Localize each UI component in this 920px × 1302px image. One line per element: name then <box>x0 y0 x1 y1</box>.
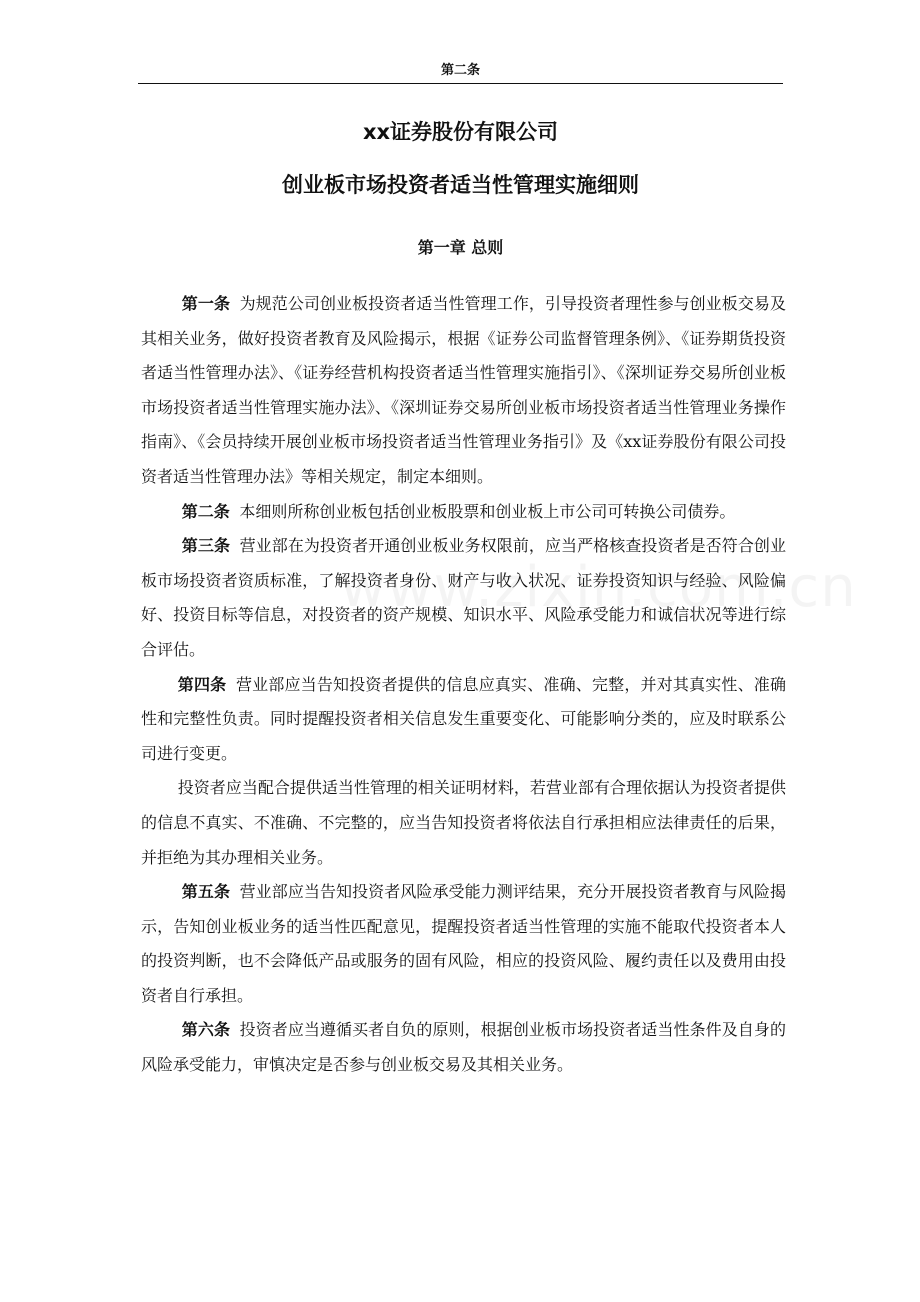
article-label: 第五条 <box>181 882 231 902</box>
running-header: 第二条 <box>440 63 480 78</box>
article-label: 第一条 <box>181 294 231 313</box>
article-text: 为规范公司创业板投资者适当性管理工作，引导投资者理性参与创业板交易及其相关业务，做好投资者教育及风险揭示，根据《证券公司监督管理条例》、《证券期货投资者适当性管理办法》、《证券经营机构投资者适当性管理实施指引》、《深圳证券交易所创业板市场投资者适当性管理实施办法》、《深圳证券交易所创业板市场投资者适当性管理业务操作指南》、《会员持续开展创业板市场投资者适当性管理业务指引》及《xx证券股份有限公司投资者适当性管理办法》等相关规定，制定本细则。 <box>141 294 786 486</box>
article-4-paragraph-2 <box>141 771 786 875</box>
chapter-heading: 第一章 总则 <box>417 238 504 257</box>
document-body <box>141 287 786 1083</box>
article-text: 投资者应当遵循买者自负的原则，根据创业板市场投资者适当性条件及自身的风险承受能力，审慎决定是否参与创业板交易及其相关业务。 <box>141 1020 786 1075</box>
article-1 <box>141 287 786 495</box>
article-4 <box>141 668 786 772</box>
article-text: 营业部应当告知投资者风险承受能力测评结果，充分开展投资者教育与风险揭示，告知创业板业务的适当性匹配意见，提醒投资者适当性管理的实施不能取代投资者本人的投资判断，也不会降低产品或服务的固有风险，相应的投资风险、履约责任以及费用由投资者自行承担。 <box>141 882 786 1005</box>
article-text: 本细则所称创业板包括创业板股票和创业板上市公司可转换公司债券。 <box>239 501 736 521</box>
article-label: 第六条 <box>181 1020 231 1040</box>
article-label: 第三条 <box>181 536 231 556</box>
document-title-rules: 创业板市场投资者适当性管理实施细则 <box>282 173 639 197</box>
article-label: 第二条 <box>181 501 230 521</box>
article-2 <box>141 495 786 530</box>
article-5 <box>141 875 786 1013</box>
article-6 <box>141 1013 786 1082</box>
document-title-company: xx证券股份有限公司 <box>362 120 559 144</box>
article-text: 营业部在为投资者开通创业板业务权限前，应当严格核查投资者是否符合创业板市场投资者资质标准，了解投资者身份、财产与收入状况、证券投资知识与经验、风险偏好、投资目标等信息，对投资者的资产规模、知识水平、风险承受能力和诚信状况等进行综合评估。 <box>141 536 786 659</box>
article-text: 营业部应当告知投资者提供的信息应真实、准确、完整，并对其真实性、准确性和完整性负责。同时提醒投资者相关信息发生重要变化、可能影响分类的，应及时联系公司进行变更。 <box>141 674 786 763</box>
article-3 <box>141 529 786 667</box>
article-label: 第四条 <box>177 674 227 694</box>
article-text: 投资者应当配合提供适当性管理的相关证明材料，若营业部有合理依据认为投资者提供的信息不真实、不准确、不完整的，应当告知投资者将依法自行承担相应法律责任的后果，并拒绝为其办理相关业务。 <box>141 778 786 867</box>
header-rule <box>138 83 783 84</box>
